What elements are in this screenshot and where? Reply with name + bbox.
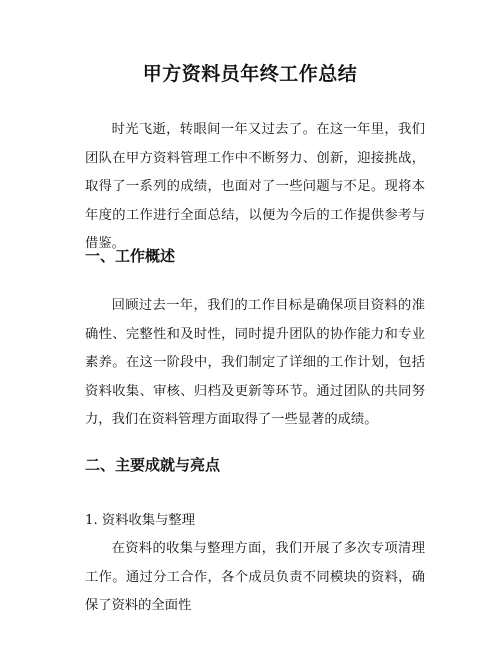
subheading-collection: 1. 资料收集与整理 [85,513,195,528]
section-heading-achievements: 二、主要成就与亮点 [85,456,221,474]
overview-paragraph: 回顾过去一年，我们的工作目标是确保项目资料的准确性、完整性和及时性，同时提升团队的协作能力和专业素养。在这一阶段中，我们制定了详细的工作计划，包括资料收集、审核、归档及更新等环节。通过团队的共同努力，我们在资料管理方面取得了一些显著的成绩。 [85,298,425,428]
document-title: 甲方资料员年终工作总结 [142,63,358,85]
collection-paragraph: 在资料的收集与整理方面，我们开展了多次专项清理工作。通过分工合作，各个成员负责不同模块的资料，确保了资料的全面性 [85,541,425,614]
section-heading-overview: 一、工作概述 [85,247,176,265]
intro-paragraph: 时光飞逝，转眼间一年又过去了。在这一年里，我们团队在甲方资料管理工作中不断努力、创新，迎接挑战，取得了一系列的成绩，也面对了一些问题与不足。现将本年度的工作进行全面总结，以便为今后的工作提供参考与借鉴。 [85,122,425,252]
